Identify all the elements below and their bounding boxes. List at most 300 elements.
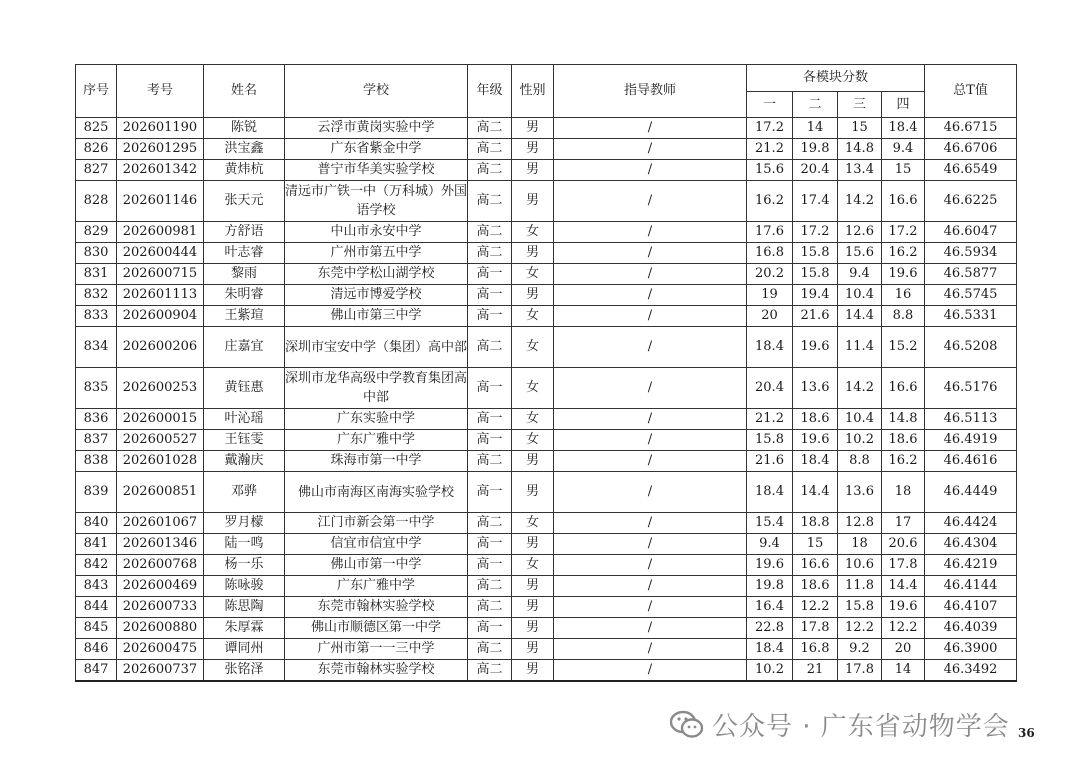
cell-gender: 男 [512, 181, 554, 222]
cell-module-3: 11.4 [838, 327, 882, 368]
table-row [76, 430, 1017, 451]
cell-module-4: 20.6 [882, 534, 925, 555]
cell-module-2: 19.8 [793, 139, 838, 160]
cell-gender: 女 [512, 327, 554, 368]
cell-name: 罗月檬 [204, 513, 285, 534]
cell-total: 46.4919 [925, 430, 1017, 451]
cell-seq: 831 [76, 264, 117, 285]
cell-seq: 844 [76, 597, 117, 618]
cell-name: 叶志睿 [204, 243, 285, 264]
cell-teacher: / [554, 181, 747, 222]
cell-school: 深圳市宝安中学（集团）高中部 [285, 327, 468, 368]
cell-total: 46.4616 [925, 451, 1017, 472]
table-row [76, 618, 1017, 639]
cell-grade: 高二 [468, 451, 512, 472]
cell-module-3: 8.8 [838, 451, 882, 472]
cell-gender: 男 [512, 285, 554, 306]
cell-module-2: 18.6 [793, 409, 838, 430]
cell-module-2: 14.4 [793, 472, 838, 513]
cell-seq: 837 [76, 430, 117, 451]
cell-module-4: 15 [882, 160, 925, 181]
cell-exam-no: 202601146 [117, 181, 204, 222]
cell-module-4: 14.4 [882, 576, 925, 597]
table-row [76, 451, 1017, 472]
cell-module-2: 17.4 [793, 181, 838, 222]
cell-seq: 829 [76, 222, 117, 243]
cell-name: 叶沁瑶 [204, 409, 285, 430]
cell-module-3: 10.2 [838, 430, 882, 451]
cell-module-4: 16.2 [882, 451, 925, 472]
cell-exam-no: 202600851 [117, 472, 204, 513]
cell-total: 46.5745 [925, 285, 1017, 306]
header-exam-no: 考号 [117, 65, 204, 118]
table-row [76, 368, 1017, 409]
cell-seq: 834 [76, 327, 117, 368]
cell-teacher: / [554, 243, 747, 264]
cell-module-1: 16.2 [747, 181, 793, 222]
cell-total: 46.4144 [925, 576, 1017, 597]
cell-exam-no: 202600015 [117, 409, 204, 430]
cell-exam-no: 202600768 [117, 555, 204, 576]
cell-total: 46.6706 [925, 139, 1017, 160]
cell-seq: 833 [76, 306, 117, 327]
cell-module-3: 11.8 [838, 576, 882, 597]
cell-seq: 845 [76, 618, 117, 639]
cell-module-4: 16.6 [882, 181, 925, 222]
cell-grade: 高二 [468, 181, 512, 222]
cell-gender: 女 [512, 409, 554, 430]
table-row [76, 264, 1017, 285]
cell-total: 46.6549 [925, 160, 1017, 181]
cell-module-1: 20.2 [747, 264, 793, 285]
cell-teacher: / [554, 660, 747, 682]
cell-gender: 男 [512, 118, 554, 139]
cell-seq: 835 [76, 368, 117, 409]
table-row [76, 409, 1017, 430]
watermark [670, 706, 1010, 743]
cell-module-2: 21.6 [793, 306, 838, 327]
cell-module-4: 17.2 [882, 222, 925, 243]
cell-exam-no: 202600469 [117, 576, 204, 597]
cell-teacher: / [554, 451, 747, 472]
cell-seq: 838 [76, 451, 117, 472]
cell-gender: 女 [512, 222, 554, 243]
cell-module-4: 18 [882, 472, 925, 513]
cell-exam-no: 202600253 [117, 368, 204, 409]
cell-name: 朱明睿 [204, 285, 285, 306]
cell-module-2: 21 [793, 660, 838, 682]
cell-name: 王钰雯 [204, 430, 285, 451]
cell-school: 云浮市黄岗实验中学 [285, 118, 468, 139]
cell-gender: 男 [512, 534, 554, 555]
cell-teacher: / [554, 368, 747, 409]
cell-total: 46.4424 [925, 513, 1017, 534]
header-gender: 性别 [512, 65, 554, 118]
cell-total: 46.4039 [925, 618, 1017, 639]
cell-gender: 女 [512, 555, 554, 576]
table-row [76, 181, 1017, 222]
cell-module-1: 16.4 [747, 597, 793, 618]
cell-seq: 832 [76, 285, 117, 306]
cell-grade: 高二 [468, 597, 512, 618]
cell-module-1: 15.8 [747, 430, 793, 451]
cell-total: 46.5331 [925, 306, 1017, 327]
table-row [76, 660, 1017, 682]
cell-module-3: 13.4 [838, 160, 882, 181]
cell-school: 佛山市南海区南海实验学校 [285, 472, 468, 513]
cell-seq: 828 [76, 181, 117, 222]
cell-module-2: 14 [793, 118, 838, 139]
cell-teacher: / [554, 576, 747, 597]
cell-name: 方舒语 [204, 222, 285, 243]
cell-module-2: 17.2 [793, 222, 838, 243]
table-row [76, 534, 1017, 555]
header-school: 学校 [285, 65, 468, 118]
cell-total: 46.5176 [925, 368, 1017, 409]
cell-teacher: / [554, 430, 747, 451]
cell-teacher: / [554, 472, 747, 513]
cell-total: 46.5113 [925, 409, 1017, 430]
cell-school: 东莞中学松山湖学校 [285, 264, 468, 285]
cell-school: 深圳市龙华高级中学教育集团高中部 [285, 368, 468, 409]
cell-school: 佛山市第三中学 [285, 306, 468, 327]
cell-name: 戴瀚庆 [204, 451, 285, 472]
cell-gender: 男 [512, 618, 554, 639]
cell-grade: 高二 [468, 160, 512, 181]
cell-gender: 男 [512, 576, 554, 597]
cell-name: 杨一乐 [204, 555, 285, 576]
cell-gender: 男 [512, 472, 554, 513]
cell-exam-no: 202601342 [117, 160, 204, 181]
cell-module-2: 12.2 [793, 597, 838, 618]
cell-module-1: 18.4 [747, 472, 793, 513]
cell-module-1: 21.2 [747, 139, 793, 160]
cell-module-2: 17.8 [793, 618, 838, 639]
cell-module-4: 16 [882, 285, 925, 306]
cell-exam-no: 202600733 [117, 597, 204, 618]
cell-total: 46.3492 [925, 660, 1017, 682]
header-module-1: 一 [747, 92, 793, 118]
cell-school: 江门市新会第一中学 [285, 513, 468, 534]
cell-module-3: 10.4 [838, 285, 882, 306]
cell-grade: 高二 [468, 639, 512, 660]
results-table [75, 64, 1017, 682]
header-row [76, 65, 1017, 92]
cell-teacher: / [554, 555, 747, 576]
cell-teacher: / [554, 327, 747, 368]
cell-name: 邓骅 [204, 472, 285, 513]
cell-module-3: 12.2 [838, 618, 882, 639]
cell-seq: 825 [76, 118, 117, 139]
cell-module-2: 13.6 [793, 368, 838, 409]
cell-school: 广东实验中学 [285, 409, 468, 430]
cell-seq: 830 [76, 243, 117, 264]
cell-exam-no: 202600475 [117, 639, 204, 660]
cell-exam-no: 202600981 [117, 222, 204, 243]
table-row [76, 139, 1017, 160]
cell-total: 46.6047 [925, 222, 1017, 243]
cell-name: 朱厚霖 [204, 618, 285, 639]
cell-module-4: 17 [882, 513, 925, 534]
cell-school: 广州市第一一三中学 [285, 639, 468, 660]
cell-module-4: 15.2 [882, 327, 925, 368]
cell-grade: 高一 [468, 618, 512, 639]
cell-seq: 847 [76, 660, 117, 682]
header-seq: 序号 [76, 65, 117, 118]
cell-module-1: 17.2 [747, 118, 793, 139]
cell-name: 洪宝鑫 [204, 139, 285, 160]
cell-seq: 839 [76, 472, 117, 513]
cell-module-1: 16.8 [747, 243, 793, 264]
cell-total: 46.6225 [925, 181, 1017, 222]
cell-module-2: 15.8 [793, 243, 838, 264]
cell-module-3: 12.6 [838, 222, 882, 243]
cell-total: 46.3900 [925, 639, 1017, 660]
cell-module-4: 9.4 [882, 139, 925, 160]
cell-school: 清远市博爱学校 [285, 285, 468, 306]
cell-name: 陈锐 [204, 118, 285, 139]
header-teacher: 指导教师 [554, 65, 747, 118]
cell-module-1: 21.2 [747, 409, 793, 430]
cell-grade: 高一 [468, 534, 512, 555]
cell-exam-no: 202601028 [117, 451, 204, 472]
table-row [76, 327, 1017, 368]
cell-module-3: 14.8 [838, 139, 882, 160]
cell-module-1: 15.6 [747, 160, 793, 181]
table-row [76, 222, 1017, 243]
cell-module-3: 15.6 [838, 243, 882, 264]
cell-total: 46.5934 [925, 243, 1017, 264]
table-row [76, 118, 1017, 139]
wechat-icon [670, 710, 704, 740]
cell-name: 庄嘉宜 [204, 327, 285, 368]
cell-school: 佛山市第一中学 [285, 555, 468, 576]
cell-module-2: 15 [793, 534, 838, 555]
cell-module-2: 18.8 [793, 513, 838, 534]
cell-module-4: 19.6 [882, 597, 925, 618]
table-row [76, 639, 1017, 660]
cell-exam-no: 202601295 [117, 139, 204, 160]
cell-grade: 高一 [468, 264, 512, 285]
cell-module-1: 20.4 [747, 368, 793, 409]
cell-teacher: / [554, 306, 747, 327]
cell-exam-no: 202600715 [117, 264, 204, 285]
cell-name: 陈咏骏 [204, 576, 285, 597]
cell-module-4: 8.8 [882, 306, 925, 327]
cell-module-2: 20.4 [793, 160, 838, 181]
header-modules-group: 各模块分数 [747, 65, 925, 92]
cell-module-4: 20 [882, 639, 925, 660]
header-name: 姓名 [204, 65, 285, 118]
header-module-3: 三 [838, 92, 882, 118]
cell-name: 王紫瑄 [204, 306, 285, 327]
cell-grade: 高一 [468, 368, 512, 409]
cell-module-3: 14.4 [838, 306, 882, 327]
cell-grade: 高一 [468, 306, 512, 327]
cell-school: 东莞市翰林实验学校 [285, 597, 468, 618]
cell-seq: 836 [76, 409, 117, 430]
cell-school: 佛山市顺德区第一中学 [285, 618, 468, 639]
cell-gender: 女 [512, 368, 554, 409]
cell-total: 46.5208 [925, 327, 1017, 368]
cell-grade: 高二 [468, 139, 512, 160]
cell-exam-no: 202601346 [117, 534, 204, 555]
cell-total: 46.4107 [925, 597, 1017, 618]
cell-exam-no: 202601113 [117, 285, 204, 306]
cell-exam-no: 202600206 [117, 327, 204, 368]
header-module-4: 四 [882, 92, 925, 118]
cell-teacher: / [554, 222, 747, 243]
cell-grade: 高二 [468, 118, 512, 139]
cell-grade: 高二 [468, 222, 512, 243]
cell-module-3: 17.8 [838, 660, 882, 682]
cell-module-1: 20 [747, 306, 793, 327]
cell-module-1: 19 [747, 285, 793, 306]
cell-school: 广东广雅中学 [285, 430, 468, 451]
cell-module-2: 19.4 [793, 285, 838, 306]
cell-module-4: 18.6 [882, 430, 925, 451]
cell-gender: 男 [512, 660, 554, 682]
cell-module-1: 19.6 [747, 555, 793, 576]
cell-module-3: 9.2 [838, 639, 882, 660]
cell-grade: 高一 [468, 409, 512, 430]
cell-name: 张铭泽 [204, 660, 285, 682]
cell-module-2: 19.6 [793, 430, 838, 451]
cell-gender: 女 [512, 430, 554, 451]
cell-module-3: 10.4 [838, 409, 882, 430]
cell-teacher: / [554, 618, 747, 639]
cell-seq: 843 [76, 576, 117, 597]
cell-school: 广东广雅中学 [285, 576, 468, 597]
cell-name: 张天元 [204, 181, 285, 222]
cell-module-1: 10.2 [747, 660, 793, 682]
cell-teacher: / [554, 597, 747, 618]
cell-module-1: 22.8 [747, 618, 793, 639]
cell-module-4: 17.8 [882, 555, 925, 576]
cell-module-1: 9.4 [747, 534, 793, 555]
cell-school: 东莞市翰林实验学校 [285, 660, 468, 682]
cell-exam-no: 202601190 [117, 118, 204, 139]
table-row [76, 576, 1017, 597]
cell-school: 信宜市信宜中学 [285, 534, 468, 555]
cell-gender: 男 [512, 639, 554, 660]
cell-module-1: 21.6 [747, 451, 793, 472]
cell-module-3: 9.4 [838, 264, 882, 285]
cell-module-4: 19.6 [882, 264, 925, 285]
cell-module-1: 18.4 [747, 327, 793, 368]
cell-teacher: / [554, 534, 747, 555]
cell-module-3: 18 [838, 534, 882, 555]
cell-module-1: 19.8 [747, 576, 793, 597]
cell-name: 陈思陶 [204, 597, 285, 618]
cell-teacher: / [554, 409, 747, 430]
cell-teacher: / [554, 264, 747, 285]
cell-grade: 高二 [468, 576, 512, 597]
cell-module-3: 14.2 [838, 368, 882, 409]
cell-module-4: 12.2 [882, 618, 925, 639]
table-row [76, 472, 1017, 513]
cell-gender: 男 [512, 243, 554, 264]
cell-grade: 高一 [468, 430, 512, 451]
cell-exam-no: 202600444 [117, 243, 204, 264]
cell-school: 广州市第五中学 [285, 243, 468, 264]
table-row [76, 555, 1017, 576]
cell-gender: 女 [512, 264, 554, 285]
table-row [76, 597, 1017, 618]
cell-module-1: 15.4 [747, 513, 793, 534]
cell-module-2: 16.8 [793, 639, 838, 660]
cell-module-2: 16.6 [793, 555, 838, 576]
table-row [76, 285, 1017, 306]
cell-gender: 女 [512, 306, 554, 327]
cell-exam-no: 202600880 [117, 618, 204, 639]
cell-school: 普宁市华美实验学校 [285, 160, 468, 181]
cell-teacher: / [554, 160, 747, 181]
cell-module-4: 16.6 [882, 368, 925, 409]
cell-teacher: / [554, 285, 747, 306]
header-grade: 年级 [468, 65, 512, 118]
cell-seq: 827 [76, 160, 117, 181]
cell-seq: 840 [76, 513, 117, 534]
page-number: 36 [1018, 726, 1035, 740]
cell-exam-no: 202600737 [117, 660, 204, 682]
cell-module-1: 17.6 [747, 222, 793, 243]
cell-gender: 女 [512, 513, 554, 534]
cell-grade: 高一 [468, 285, 512, 306]
cell-exam-no: 202600904 [117, 306, 204, 327]
cell-seq: 841 [76, 534, 117, 555]
cell-grade: 高二 [468, 513, 512, 534]
watermark-text: 公众号 · 广东省动物学会 [712, 712, 1010, 742]
cell-teacher: / [554, 639, 747, 660]
cell-module-2: 19.6 [793, 327, 838, 368]
table-row [76, 306, 1017, 327]
header-total: 总T值 [925, 65, 1017, 118]
cell-seq: 842 [76, 555, 117, 576]
cell-module-2: 15.8 [793, 264, 838, 285]
cell-school: 广东省紫金中学 [285, 139, 468, 160]
cell-grade: 高二 [468, 243, 512, 264]
cell-school: 中山市永安中学 [285, 222, 468, 243]
cell-total: 46.5877 [925, 264, 1017, 285]
table-body [76, 118, 1017, 682]
cell-total: 46.4219 [925, 555, 1017, 576]
cell-module-4: 14 [882, 660, 925, 682]
cell-exam-no: 202601067 [117, 513, 204, 534]
cell-module-1: 18.4 [747, 639, 793, 660]
cell-teacher: / [554, 513, 747, 534]
header-module-2: 二 [793, 92, 838, 118]
cell-module-4: 16.2 [882, 243, 925, 264]
cell-exam-no: 202600527 [117, 430, 204, 451]
cell-gender: 男 [512, 139, 554, 160]
cell-gender: 男 [512, 160, 554, 181]
cell-teacher: / [554, 139, 747, 160]
cell-name: 黄炜杭 [204, 160, 285, 181]
cell-module-3: 10.6 [838, 555, 882, 576]
cell-module-3: 15.8 [838, 597, 882, 618]
table-row [76, 513, 1017, 534]
cell-gender: 男 [512, 597, 554, 618]
cell-module-3: 13.6 [838, 472, 882, 513]
cell-name: 黎雨 [204, 264, 285, 285]
cell-grade: 高一 [468, 555, 512, 576]
cell-gender: 男 [512, 451, 554, 472]
cell-school: 清远市广铁一中（万科城）外国语学校 [285, 181, 468, 222]
cell-name: 黄钰惠 [204, 368, 285, 409]
cell-name: 谭同州 [204, 639, 285, 660]
cell-grade: 高二 [468, 660, 512, 682]
